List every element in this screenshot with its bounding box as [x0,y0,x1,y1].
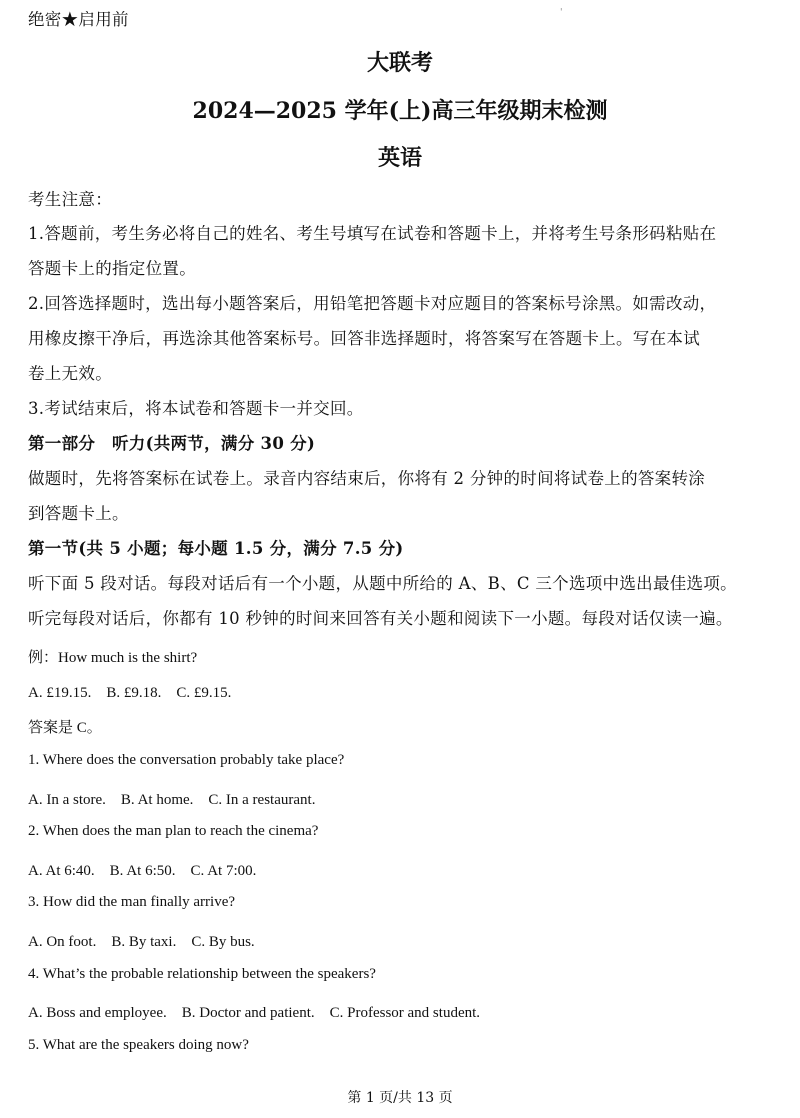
exam-title: 2024—2025 学年(上)高三年级期末检测 [192,98,608,124]
notice-item-1-line-1: 1.答题前，考生务必将自己的姓名、考生号填写在试卷和答题卡上，并将考生号条形码粘贴在 [28,224,717,243]
question-4-options: A. Boss and employee. B. Doctor and patient. C. Professor and student. [28,1005,481,1021]
question-5: 5. What are the speakers doing now? [28,1037,249,1053]
notice-item-1-line-2: 答题卡上的指定位置。 [28,259,196,278]
question-1: 1. Where does the conversation probably take place? [28,752,345,768]
notice-item-3: 3.考试结束后，将本试卷和答题卡一并交回。 [28,399,364,418]
question-3-options: A. On foot. B. By taxi. C. By bus. [28,934,255,950]
secret-label: 绝密★启用前 [28,10,129,29]
part1-instructions-line-1: 做题时，先将答案标在试卷上。录音内容结束后，你将有 2 分钟的时间将试卷上的答案转涂 [28,469,706,488]
example-question: 例：How much is the shirt? [28,650,198,666]
section1-instructions-line-2: 听完每段对话后，你都有 10 秒钟的时间来回答有关小题和阅读下一小题。每段对话仅读一遍。 [28,609,733,628]
example-answer: 答案是 C。 [28,720,102,736]
question-1-options: A. In a store. B. At home. C. In a restaurant. [28,792,316,808]
notice-item-2-line-3: 卷上无效。 [28,364,112,383]
notice-heading: 考生注意： [28,190,112,209]
question-2-options: A. At 6:40. B. At 6:50. C. At 7:00. [28,863,257,879]
section1-instructions-line-1: 听下面 5 段对话。每段对话后有一个小题，从题中所给的 A、B、C 三个选项中选出最佳选项。 [28,574,737,593]
page-footer: 第 1 页/共 13 页 [347,1090,453,1106]
subject-title: 英语 [377,145,422,171]
section1-heading: 第一节(共 5 小题；每小题 1.5 分，满分 7.5 分) [28,539,404,558]
notice-item-2-line-1: 2.回答选择题时，选出每小题答案后，用铅笔把答题卡对应题目的答案标号涂黑。如需改动， [28,294,717,313]
example-options: A. £19.15. B. £9.18. C. £9.15. [28,685,232,701]
question-2: 2. When does the man plan to reach the cinema? [28,823,319,839]
notice-item-2-line-2: 用橡皮擦干净后，再选涂其他答案标号。回答非选择题时，将答案写在答题卡上。写在本试 [28,329,700,348]
part1-heading: 第一部分 听力(共两节，满分 30 分) [28,434,316,453]
question-3: 3. How did the man finally arrive? [28,894,236,910]
scan-mark: ' [560,8,563,18]
org-title: 大联考 [366,50,433,76]
question-4: 4. What’s the probable relationship between the speakers? [28,966,376,982]
part1-instructions-line-2: 到答题卡上。 [28,504,129,523]
